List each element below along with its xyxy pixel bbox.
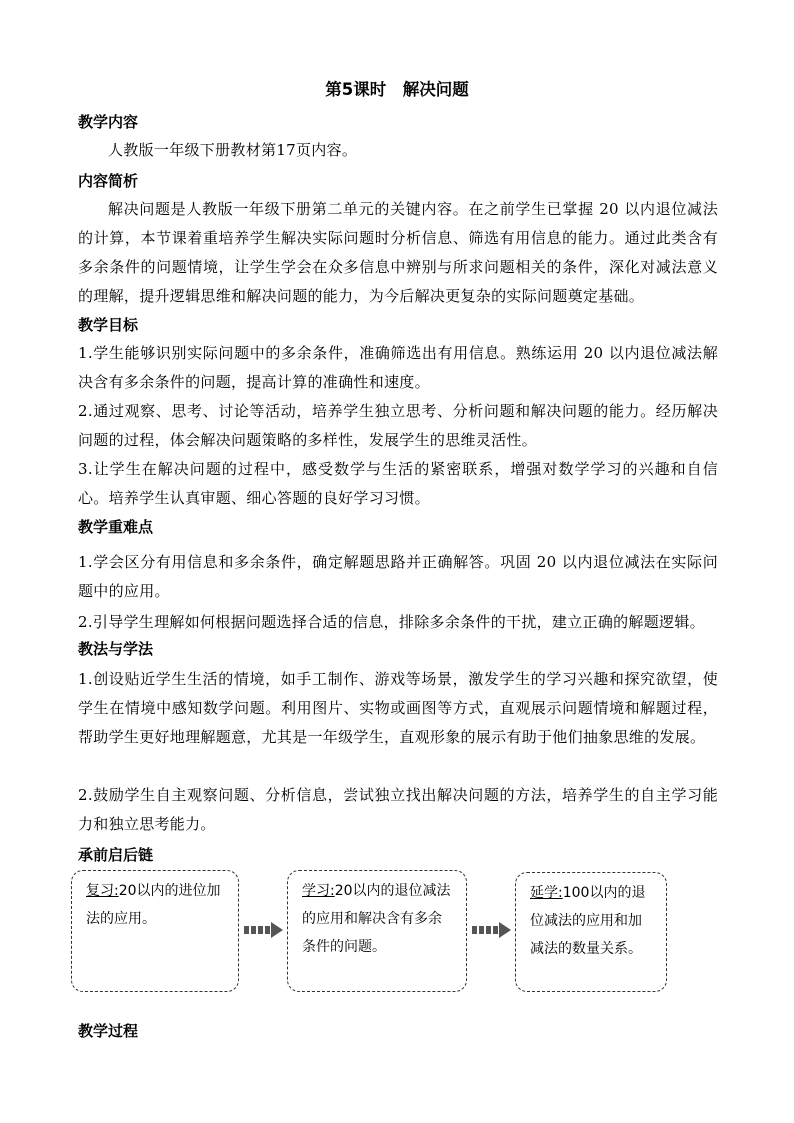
keypoint-item-2: 2.引导学生理解如何根据问题选择合适的信息，排除多余条件的干扰，建立正确的解题逻辑。 xyxy=(78,613,705,631)
dashed-right-arrow-icon xyxy=(244,922,284,938)
chain-box-review-label: 复习: xyxy=(86,883,119,899)
heading-teaching-process: 教学过程 xyxy=(78,1022,139,1040)
chain-box-extend-text: 100以内的退位减法的应用和加减法的数量关系。 xyxy=(530,885,646,957)
method-item-2: 2.鼓励学生自主观察问题、分析信息，尝试独立找出解决问题的方法，培养学生的自主学习能力和独立思考能力。 xyxy=(78,786,718,833)
goal-item-1: 1.学生能够识别实际问题中的多余条件，准确筛选出有用信息。熟练运用 20 以内退位减法解决含有多余条件的问题，提高计算的准确性和速度。 xyxy=(78,344,718,391)
heading-methods: 教法与学法 xyxy=(78,640,154,658)
chain-box-learn xyxy=(287,870,467,992)
heading-chain: 承前启后链 xyxy=(78,846,154,864)
chain-box-extend-label: 延学: xyxy=(530,885,563,901)
teaching-content-text: 人教版一年级下册教材第17页内容。 xyxy=(108,141,358,159)
chain-box-learn-label: 学习: xyxy=(302,883,335,899)
goal-item-3: 3.让学生在解决问题的过程中，感受数学与生活的紧密联系，增强对数学学习的兴趣和自信心。培养学生认真审题、细心答题的良好学习习惯。 xyxy=(78,460,718,507)
keypoint-item-1: 1.学会区分有用信息和多余条件，确定解题思路并正确解答。巩固 20 以内退位减法在实际问题中的应用。 xyxy=(78,553,718,600)
dashed-right-arrow-icon xyxy=(472,922,512,938)
heading-teaching-content: 教学内容 xyxy=(78,113,139,131)
chain-box-review-text: 20以内的进位加法的应用。 xyxy=(86,883,221,927)
heading-content-analysis: 内容简析 xyxy=(78,172,139,190)
goal-item-2: 2.通过观察、思考、讨论等活动，培养学生独立思考、分析问题和解决问题的能力。经历解决问题的过程，体会解决问题策略的多样性，发展学生的思维灵活性。 xyxy=(78,402,718,449)
page-title: 第5课时 解决问题 xyxy=(325,80,469,99)
method-item-1: 1.创设贴近学生生活的情境，如手工制作、游戏等场景，激发学生的学习兴趣和探究欲望，使学生在情境中感知数学问题。利用图片、实物或画图等方式，直观展示问题情境和解题过程，帮助学生更好地理解题意，尤其是一年级学生，直观形象的展示有助于他们抽象思维的发展。 xyxy=(78,670,718,746)
heading-teaching-goals: 教学目标 xyxy=(78,316,139,334)
chain-box-learn-text: 20以内的退位减法的应用和解决含有多余条件的问题。 xyxy=(302,883,451,955)
heading-key-points: 教学重难点 xyxy=(78,518,154,536)
chain-box-extend xyxy=(515,872,667,992)
content-analysis-text: 解决问题是人教版一年级下册第二单元的关键内容。在之前学生已掌握 20 以内退位减法的计算，本节课着重培养学生解决实际问题时分析信息、筛选有用信息的能力。通过此类含有多余条件的问题情境，让学生学会在众多信息中辨别与所求问题相关的条件，深化对减法意义的理解，提升逻辑思维和解决问题的能力，为今后解决更复杂的实际问题奠定基础。 xyxy=(78,200,718,305)
chain-box-review xyxy=(71,870,239,992)
